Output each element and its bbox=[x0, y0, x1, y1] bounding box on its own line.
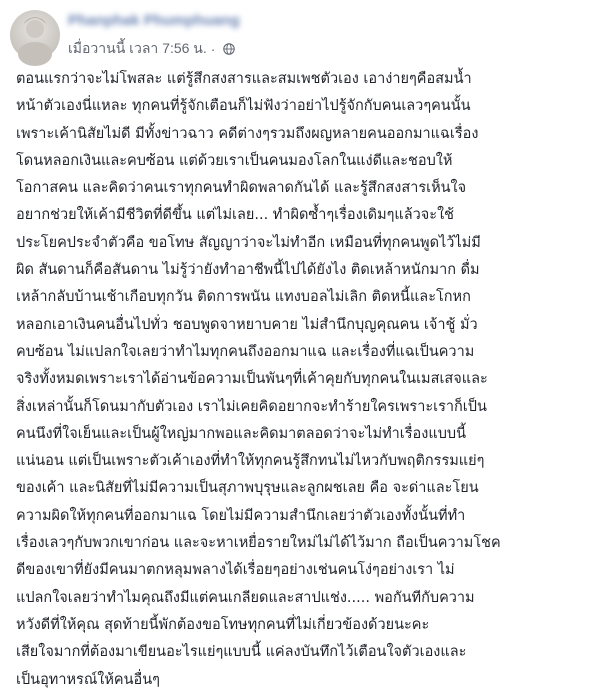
post-text-line: ความผิดให้ทุกคนที่ออกมาแฉ โดยไม่มีความสำนึกเลยว่าตัวเองทั้งนั้นที่ทำ bbox=[16, 507, 466, 524]
post-text-line: จริงทั้งหมดเพราะเราได้อ่านข้อความเป็นพันๆที่เค้าคุยกับทุกคนในเมสเสจและ bbox=[16, 371, 488, 388]
post-text-line: แปลกใจเลยว่าทำไมคุณถึงมีแต่คนเกลียดและสาปแช่ง..... พอกันทีกับความ bbox=[16, 589, 475, 606]
post-text-line: โอกาสคน และคิดว่าคนเราทุกคนทำผิดพลาดกันได้ และรู้สึกสงสารเห็นใจ bbox=[16, 180, 467, 197]
post-text-line: เสียใจมากที่ต้องมาเขียนอะไรแย่ๆแบบนี้ แค่ลงบันทึกไว้เตือนใจตัวเองและ bbox=[16, 644, 467, 661]
post-text-line: ผิด สันดานก็คือสันดาน ไม่รู้ว่ายังทำอาชีพนี้ไปได้ยังไง ติดเหล้าหนักมาก ดื่ม bbox=[16, 262, 480, 279]
post-text-line: โดนหลอกเงินและคบซ้อน แต่ด้วยเราเป็นคนมองโลกในแง่ดีและชอบให้ bbox=[16, 152, 453, 169]
post-header bbox=[8, 8, 592, 64]
globe-icon[interactable] bbox=[223, 43, 235, 55]
post-text-line: เป็นอุทาหรณ์ให้คนอื่นๆ bbox=[16, 671, 160, 688]
post-text-line: คนนึงที่ใจเย็นและเป็นผู้ใหญ่มากพอและคิดมาตลอดว่าจะไม่ทำเรื่องแบบนี้ bbox=[16, 425, 467, 442]
post-text-line: เพราะเค้านิสัยไม่ดี มีทั้งข่าวฉาว คดีต่างๆรวมถึงผญหลายคนออกมาแฉเรื่อง bbox=[16, 125, 479, 142]
post-text-line: ประโยคประจำตัวคือ ขอโทษ สัญญาว่าจะไม่ทำอีก เหมือนที่ทุกคนพูดไว้ไม่มี bbox=[16, 234, 481, 251]
author-name[interactable]: Phanphak Phumphuang bbox=[68, 12, 240, 29]
avatar-photo-icon bbox=[10, 10, 60, 60]
post-text-line: หลอกเอาเงินคนอื่นไปทั่ว ชอบพูดจาหยาบคาย ไม่สำนึกบุญคุณคน เจ้าชู้ มั่ว bbox=[16, 316, 478, 333]
post-text-line: หน้าตัวเองนี่แหละ ทุกคนที่รู้จักเตือนก็ไม่ฟังว่าอย่าไปรู้จักกับคนเลวๆคนนั้น bbox=[16, 98, 471, 115]
meta-separator: · bbox=[210, 41, 216, 57]
post-body bbox=[16, 66, 588, 694]
post-text-line: หวังดีที่ให้คุณ สุดท้ายนี้พักต้องขอโทษทุกคนที่ไม่เกี่ยวข้องด้วยนะคะ bbox=[16, 616, 430, 633]
avatar[interactable] bbox=[10, 10, 60, 60]
post-text-line: แน่นอน แต่เป็นเพราะตัวเค้าเองที่ทำให้ทุกคนรู้สึกทนไม่ไหวกับพฤติกรรมแย่ๆ bbox=[16, 453, 485, 470]
post-text-line: ตอนแรกว่าจะไม่โพสละ แต่รู้สึกสงสารและสมเพชตัวเอง เอาง่ายๆคือสมน้ำ bbox=[16, 71, 472, 87]
post-text-line: อยากช่วยให้เค้ามีชีวิตที่ดีขึ้น แต่ไม่เลย... ทำผิดซ้ำๆเรื่องเดิมๆแล้วจะใช้ bbox=[16, 207, 455, 224]
post-text-line: สิ่งเหล่านั้นก็โดนมากับตัวเอง เราไม่เคยคิดอยากจะทำร้ายใครเพราะเราก็เป็น bbox=[16, 398, 487, 415]
post-text-line: ของเค้า และนิสัยที่ไม่มีความเป็นสุภาพบุรุษและลูกผชเลย คือ จะด่าและโยน bbox=[16, 480, 479, 497]
post-text-line: เหล้ากลับบ้านเช้าเกือบทุกวัน ติดการพนัน แทงบอลไม่เลิก ติดหนี้และโกหก bbox=[16, 289, 471, 306]
post-timestamp[interactable]: เมื่อวานนี้ เวลา 7:56 น. bbox=[68, 40, 207, 56]
post-meta bbox=[68, 38, 235, 60]
post-text-line: คบซ้อน ไม่แปลกใจเลยว่าทำไมทุกคนถึงออกมาแฉ และเรื่องที่แฉเป็นความ bbox=[16, 343, 475, 360]
post-text-line: ดีของเขาที่ยังมีคนมาตกหลุมพลางได้เรื่อยๆอย่างเช่นคนโง่ๆอย่างเรา ไม่ bbox=[16, 562, 455, 579]
post-text-line: เรื่องเลวๆกับพวกเขาก่อน และจะหาเหยื่อรายใหม่ไม่ได้ไว้มาก ถือเป็นความโชค bbox=[16, 535, 501, 552]
